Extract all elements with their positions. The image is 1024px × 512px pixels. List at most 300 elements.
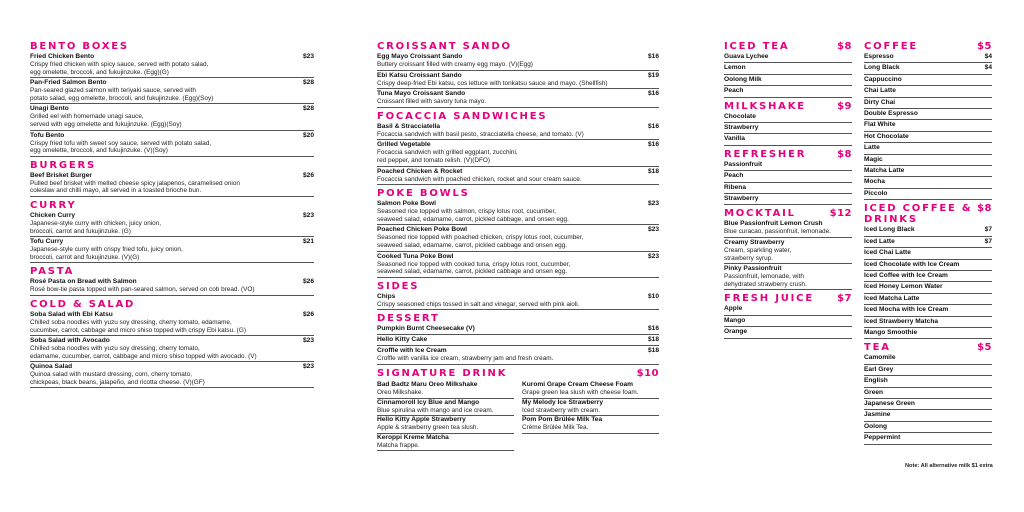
menu-item	[864, 353, 992, 364]
menu-item-name: Chocolate	[724, 112, 756, 120]
menu-item-row	[30, 79, 314, 87]
menu-item-price: $23	[647, 200, 659, 208]
menu-item	[864, 433, 992, 444]
menu-item-price: $19	[647, 71, 659, 79]
menu-item-description: Crème Brûlée Milk Tea.	[522, 424, 589, 432]
menu-item-name: Pumpkin Burnt Cheesecake (V)	[377, 325, 475, 333]
menu-item-price: $16	[647, 53, 659, 60]
section-header-mocktail	[724, 208, 852, 219]
menu-item-price: $26	[302, 171, 314, 179]
menu-item	[724, 327, 852, 338]
menu-item-name: Iced Mocha with Ice Cream	[864, 306, 949, 314]
section-title-dessert: DESSERT	[377, 313, 440, 325]
menu-item	[864, 155, 992, 166]
alt-milk-note: Note: All alternative milk $1 extra	[905, 463, 993, 469]
menu-item-description: edamame, cucumber, carrot, cabbage and micro shiso topped with avocado. (V)	[30, 352, 257, 360]
menu-item-description: Chilled soba noodles with yuzu soy dressing, cherry tomato,	[30, 345, 200, 353]
section-title-pasta: PASTA	[30, 266, 75, 278]
menu-item-row	[30, 53, 314, 61]
menu-item-description: Oreo Milkshake.	[377, 388, 424, 396]
menu-item-name: Ribena	[724, 183, 746, 191]
section-title-coffee: COFFEE	[864, 41, 918, 52]
menu-item	[724, 304, 852, 315]
menu-item-row	[377, 90, 659, 98]
signature-drink-item	[522, 399, 659, 417]
menu-item-name: Double Espresso	[864, 110, 918, 118]
menu-item-description: Seasoned rice topped with cooked tuna, crispy lotus root, cucumber,	[377, 260, 571, 268]
menu-item-name: Piccolo	[864, 189, 888, 197]
section-title-croissant-sando: CROISSANT SANDO	[377, 41, 512, 52]
menu-item-name: Matcha Latte	[864, 167, 905, 175]
menu-item	[864, 260, 992, 271]
menu-item-description: seaweed salad, edamame, carrot, pickled cabbage and onsen egg.	[377, 268, 568, 276]
menu-item-description: Crispy fried tofu with sweet soy sauce, served with potato salad,	[30, 139, 212, 147]
menu-item	[864, 388, 992, 399]
section-title-bento-boxes: BENTO BOXES	[30, 41, 129, 52]
menu-item-description: Rosé bow-tie pasta topped with pan-seared salmon, served on cob bread. (VO)	[30, 286, 255, 294]
menu-item	[724, 134, 852, 145]
menu-item-name: Mango	[724, 316, 746, 324]
menu-item	[864, 225, 992, 236]
menu-item-name: Earl Grey	[864, 365, 894, 373]
menu-item-description: Focaccia sandwich with basil pesto, stracciatella cheese, and tomato. (V)	[377, 130, 584, 138]
menu-item-name: Apple	[724, 305, 743, 313]
menu-item	[377, 225, 659, 251]
menu-item-name: Tuna Mayo Croissant Sando	[377, 90, 466, 98]
section-title-cold-salad: COLD & SALAD	[30, 298, 136, 310]
menu-item-name: Vanilla	[724, 135, 745, 143]
menu-item	[864, 376, 992, 387]
menu-item-name: English	[864, 377, 888, 385]
menu-item-price: $16	[647, 90, 659, 98]
menu-item	[377, 71, 659, 90]
menu-item-name: Oolong Milk	[724, 75, 762, 83]
menu-item-description: Japanese-style curry with chicken, juicy onion,	[30, 219, 162, 227]
section-title-milkshake: MILKSHAKE	[724, 100, 806, 112]
menu-item-name: Blue Passionfruit Lemon Crush	[724, 220, 823, 228]
menu-item	[724, 75, 852, 86]
menu-item-row	[30, 132, 314, 140]
menu-item	[864, 282, 992, 293]
menu-item-description: Chilled soba noodles with yuzu soy dressing, cherry tomato, edamame,	[30, 318, 232, 326]
menu-item-name: Iced Strawberry Matcha	[864, 317, 939, 325]
menu-item	[377, 346, 659, 365]
menu-item-row	[377, 123, 659, 131]
section-price: $8	[977, 203, 992, 215]
menu-item-name: Croffle with Ice Cream	[377, 347, 447, 355]
menu-item-description: Croissant filled with savory tuna mayo.	[377, 98, 487, 106]
menu-item	[30, 104, 314, 130]
menu-item-price: $23	[302, 211, 314, 219]
menu-item-row	[30, 172, 314, 180]
menu-item-price: $21	[302, 238, 314, 246]
section-title-fresh-juice: FRESH JUICE	[724, 293, 814, 305]
section-header-tea	[864, 342, 992, 353]
menu-item	[864, 166, 992, 177]
menu-item-name: Lemon	[724, 64, 746, 72]
menu-item-name: Beef Brisket Burger	[30, 171, 92, 179]
menu-item	[864, 189, 992, 200]
menu-item	[377, 140, 659, 166]
menu-item-description: broccoli, carrot and fukujinzuke. (G)	[30, 227, 131, 235]
menu-item-price: $23	[302, 363, 314, 371]
section-header-refresher	[724, 149, 852, 160]
menu-item-row	[377, 293, 659, 301]
menu-item-name: Hot Chocolate	[864, 132, 909, 140]
menu-item-name: Japanese Green	[864, 399, 915, 407]
menu-item-description: seaweed salad, edamame, carrot, pickled cabbage, and onsen egg.	[377, 215, 569, 223]
menu-item-price: $23	[302, 337, 314, 345]
menu-item-description: Croffle with vanilla ice cream, strawberry jam and fresh cream.	[377, 355, 554, 363]
menu-item	[864, 109, 992, 120]
section-header-coffee	[864, 41, 992, 52]
menu-item	[724, 160, 852, 171]
menu-item	[30, 310, 314, 336]
menu-item	[864, 86, 992, 97]
menu-item-price: $20	[302, 131, 314, 139]
signature-drink-item	[377, 434, 514, 452]
menu-item	[724, 86, 852, 97]
menu-item	[864, 248, 992, 259]
menu-item	[864, 120, 992, 131]
menu-column-drinks-2	[864, 38, 992, 445]
menu-item-price: $23	[302, 53, 314, 60]
section-price: $10	[636, 367, 659, 379]
signature-drink-grid	[377, 381, 659, 451]
menu-item	[864, 422, 992, 433]
signature-drink-item	[522, 381, 659, 399]
section-price: $8	[837, 41, 852, 52]
menu-item-description: broccoli, carrot and fukujinzuke. (V)(G)	[30, 253, 140, 261]
menu-item-price: $4	[984, 64, 992, 72]
section-title-signature-drink: SIGNATURE DRINK	[377, 367, 508, 379]
menu-item-price: $26	[302, 278, 314, 286]
menu-item-name: Green	[864, 388, 884, 396]
section-title-curry: CURRY	[30, 199, 77, 211]
menu-item	[864, 132, 992, 143]
menu-item-name: Camomile	[864, 354, 896, 362]
menu-item-name: Ebi Katsu Croissant Sando	[377, 71, 462, 79]
menu-item-price: $23	[647, 226, 659, 234]
menu-item-name: Chai Latte	[864, 87, 896, 95]
menu-item-name: Passionfruit	[724, 160, 763, 168]
menu-item-name: Unagi Bento	[30, 105, 69, 113]
menu-item-name: Salmon Poke Bowl	[377, 200, 436, 208]
section-title-refresher: REFRESHER	[724, 148, 807, 160]
menu-item-name: Pom Pom Brûlée Milk Tea	[522, 416, 603, 424]
menu-column-food-1	[30, 38, 314, 388]
menu-item-name: Quinoa Salad	[30, 363, 73, 371]
menu-item-description: Seasoned rice topped with poached chicken, crispy lotus root, cucumber,	[377, 234, 584, 242]
menu-item	[30, 237, 314, 263]
menu-item-name: Pan-Fried Salmon Bento	[30, 79, 107, 87]
menu-item	[30, 131, 314, 157]
menu-item-name: Keroppi Kreme Matcha	[377, 433, 449, 441]
menu-item	[377, 89, 659, 108]
menu-item-name: Egg Mayo Croissant Sando	[377, 53, 463, 60]
menu-item	[724, 171, 852, 182]
menu-item	[864, 75, 992, 86]
menu-item-name: Tofu Curry	[30, 238, 64, 246]
menu-item-description: Blue spirulina with mango and ice cream.	[377, 406, 494, 414]
menu-item-name: Chicken Curry	[30, 211, 76, 219]
menu-item-description: Japanese-style curry with crispy fried tofu, juicy onion,	[30, 246, 183, 254]
menu-item-name: Strawberry	[724, 195, 759, 203]
menu-item	[30, 78, 314, 104]
menu-item-name: Cappuccino	[864, 75, 902, 83]
section-title-mocktail: MOCKTAIL	[724, 208, 796, 220]
menu-item-name: Iced Latte	[864, 237, 895, 245]
section-title-iced-coffee-drinks: ICED COFFEE & DRINKS	[864, 203, 973, 226]
signature-drink-item	[522, 416, 659, 434]
menu-item-description: Buttery croissant filled with creamy egg mayo. (V)(Egg)	[377, 61, 533, 68]
menu-item-name: Pinky Passionfruit	[724, 265, 782, 273]
menu-item	[30, 277, 314, 296]
menu-column-drinks-1	[724, 38, 852, 339]
menu-item	[377, 324, 659, 335]
section-header-fresh-juice	[724, 293, 852, 304]
menu-item-description: Iced strawberry with cream.	[522, 406, 601, 414]
menu-item	[377, 252, 659, 278]
menu-item-name: Chips	[377, 292, 396, 300]
menu-item	[377, 52, 659, 71]
menu-item-row	[377, 53, 659, 61]
menu-item	[724, 316, 852, 327]
menu-item-price: $7	[984, 226, 992, 234]
menu-item-row	[377, 200, 659, 208]
menu-item-name: Magic	[864, 155, 883, 163]
menu-item-row	[30, 278, 314, 286]
menu-item-description: Passionfruit, lemonade, with	[724, 273, 804, 281]
menu-item-price: $16	[647, 141, 659, 149]
menu-item	[724, 52, 852, 63]
menu-item	[724, 183, 852, 194]
menu-item-description: Apple & strawberry green tea slush.	[377, 424, 479, 432]
menu-item	[377, 167, 659, 186]
menu-item-name: Soba Salad with Ebi Katsu	[30, 310, 113, 318]
menu-item-description: Focaccia sandwich with poached chicken, rocket and sour cream sauce.	[377, 175, 582, 183]
menu-item-row	[30, 337, 314, 345]
menu-item-name: Jasmine	[864, 411, 891, 419]
menu-item	[864, 52, 992, 63]
menu-column-food-2	[377, 38, 659, 451]
menu-item-description: Crispy deep-fried Ebi katsu, cos lettuce with tonkatsu sauce and mayo. (Shellfish)	[377, 79, 608, 87]
menu-item	[864, 177, 992, 188]
menu-item-description: red pepper, and tomato relish. (V)(DFO)	[377, 156, 490, 164]
menu-item-name: Bad Badtz Maru Oreo Milkshake	[377, 380, 478, 388]
section-header-iced-coffee-drinks	[864, 203, 992, 225]
section-title-focaccia-sandwiches: FOCACCIA SANDWICHES	[377, 110, 548, 122]
section-title-poke-bowls: POKE BOWLS	[377, 188, 470, 200]
signature-drink-item	[377, 381, 514, 399]
menu-item-price: $18	[647, 167, 659, 175]
menu-item-name: Kuromi Grape Cream Cheese Foam	[522, 380, 634, 388]
menu-item-description: Crispy fried chicken with spicy sauce, served with potato salad,	[30, 61, 209, 68]
menu-item-description: seaweed salad, edamame, carrot, pickled cabbage and onsen egg.	[377, 241, 568, 249]
menu-item-price: $18	[647, 347, 659, 355]
menu-item-name: Dirty Chai	[864, 98, 896, 106]
menu-item	[864, 305, 992, 316]
menu-item-description: coleslaw and chilli mayo, all served in a toasted brioche bun.	[30, 187, 202, 195]
menu-item-description: egg omelette, broccoli, and fukujinzuke. (Egg)(G)	[30, 68, 169, 76]
menu-item-name: Poached Chicken Poke Bowl	[377, 226, 468, 234]
menu-item-name: Iced Chocolate with Ice Cream	[864, 260, 960, 268]
section-price: $7	[837, 293, 852, 305]
menu-item-row	[377, 325, 659, 333]
menu-item-description: cucumber, carrot, cabbage and micro shiso topped with crispy Ebi katsu. (G)	[30, 326, 246, 334]
menu-item-description: Seasoned rice topped with salmon, crispy lotus root, cucumber,	[377, 208, 557, 216]
menu-item-description: dehydrated strawberry crush.	[724, 280, 807, 288]
section-price: $12	[829, 208, 852, 220]
menu-item-description: strawberry syrup.	[724, 254, 774, 262]
menu-item-name: Soba Salad with Avocado	[30, 337, 110, 345]
menu-item-description: Grilled eel with homemade unagi sauce,	[30, 113, 144, 121]
menu-item-name: Hello Kitty Apple Strawberry	[377, 416, 466, 424]
section-price: $8	[837, 148, 852, 160]
menu-item	[377, 199, 659, 225]
menu-item-price: $16	[647, 122, 659, 130]
menu-item	[724, 264, 852, 290]
menu-item-name: Poached Chicken & Rocket	[377, 167, 463, 175]
menu-item	[30, 211, 314, 237]
section-header-milkshake	[724, 101, 852, 112]
menu-item	[30, 171, 314, 197]
menu-item	[724, 123, 852, 134]
section-price: $9	[837, 100, 852, 112]
menu-item-name: Espresso	[864, 53, 894, 60]
menu-item-row	[30, 238, 314, 246]
menu-item-name: Rosé Pasta on Bread with Salmon	[30, 278, 137, 286]
menu-item	[864, 143, 992, 154]
menu-item	[724, 63, 852, 74]
menu-item-description: Blue curacao, passionfruit, lemonade.	[724, 228, 831, 236]
signature-drink-item	[377, 399, 514, 417]
menu-item-row	[377, 168, 659, 176]
menu-item	[864, 98, 992, 109]
section-title-tea: TEA	[864, 342, 891, 354]
section-header-iced-tea	[724, 41, 852, 52]
menu-item-price: $4	[984, 53, 992, 60]
menu-item-description: Pulled beef brisket with melted cheese spicy jalapenos, caramelised onion	[30, 179, 240, 187]
menu-item-name: Iced Coffee with Ice Cream	[864, 271, 948, 279]
menu-item-name: Long Black	[864, 64, 900, 72]
menu-item-name: Strawberry	[724, 124, 759, 132]
menu-item-description: potato salad, egg omelette, broccoli, and fukujinzuke. (Egg)(Soy)	[30, 94, 214, 102]
menu-item	[864, 328, 992, 339]
menu-item-name: Grilled Vegetable	[377, 141, 431, 149]
menu-item-name: Iced Matcha Latte	[864, 294, 920, 302]
menu-item-row	[377, 226, 659, 234]
menu-item-description: Quinoa salad with mustard dressing, corn, cherry tomato,	[30, 371, 192, 379]
signature-drink-list-right	[522, 381, 659, 451]
menu-item-row	[30, 363, 314, 371]
menu-item-description: egg omelette, broccoli, and fukujinzuke. (V)(Soy)	[30, 147, 168, 155]
section-title-iced-tea: ICED TEA	[724, 41, 790, 52]
menu-item-description: Crispy seasoned chips tossed in salt and vinegar, served with pink aioli.	[377, 300, 580, 308]
menu-item-price: $10	[647, 292, 659, 300]
menu-item-name: Mango Smoothie	[864, 328, 918, 336]
menu-item-name: Peppermint	[864, 434, 901, 442]
menu-item	[864, 271, 992, 282]
menu-item-name: Guava Lychee	[724, 53, 769, 60]
menu-item-price: $16	[647, 325, 659, 333]
menu-item-name: Flat White	[864, 121, 896, 129]
menu-item	[724, 219, 852, 238]
menu-item-row	[30, 212, 314, 220]
menu-item-row	[377, 336, 659, 344]
menu-item	[864, 63, 992, 74]
menu-item	[377, 292, 659, 311]
menu-item-price: $23	[647, 252, 659, 260]
menu-item-description: Matcha frappe.	[377, 441, 420, 449]
menu-item-row	[377, 141, 659, 149]
menu-item-name: Hello Kitty Cake	[377, 336, 428, 344]
menu-item-name: Mocha	[864, 178, 885, 186]
menu-item	[30, 362, 314, 388]
menu-item-row	[30, 105, 314, 113]
menu-item-price: $28	[302, 105, 314, 113]
menu-item	[864, 237, 992, 248]
menu-item	[30, 336, 314, 362]
signature-drink-item	[377, 416, 514, 434]
menu-item	[377, 335, 659, 346]
menu-item-description: chickpeas, black beans, jalapeño, and ricotta cheese. (V)(GF)	[30, 378, 205, 386]
menu-item-description: served with egg omelette and fukujinzuke. (Egg)(Soy)	[30, 120, 182, 128]
menu-item	[724, 194, 852, 205]
menu-item	[864, 317, 992, 328]
signature-drink-list-left	[377, 381, 514, 451]
menu-item-name: Creamy Strawberry	[724, 239, 785, 247]
menu-item	[30, 52, 314, 78]
menu-item-name: Orange	[724, 328, 748, 336]
menu-item-description: Cream, sparkling water,	[724, 247, 792, 255]
menu-item	[864, 410, 992, 421]
menu-item-name: Peach	[724, 172, 744, 180]
menu-item-name: Iced Chai Latte	[864, 249, 911, 257]
menu-item-row	[30, 311, 314, 319]
menu-item-name: Iced Long Black	[864, 226, 915, 234]
menu-item	[377, 122, 659, 141]
section-title-sides: SIDES	[377, 280, 420, 292]
menu-item-name: Peach	[724, 87, 744, 95]
menu-item-price: $7	[984, 237, 992, 245]
menu-item-row	[377, 347, 659, 355]
menu-item-name: Fried Chicken Bento	[30, 53, 95, 60]
section-price: $5	[977, 41, 992, 52]
menu-item-name: Iced Honey Lemon Water	[864, 283, 943, 291]
menu-item	[864, 365, 992, 376]
menu-item	[864, 399, 992, 410]
section-price: $5	[977, 342, 992, 354]
menu-item-price: $18	[647, 336, 659, 344]
menu-item-price: $28	[302, 79, 314, 87]
menu-item	[864, 294, 992, 305]
section-header-signature-drink	[377, 368, 659, 379]
menu-item-row	[377, 72, 659, 80]
menu-item-name: Latte	[864, 144, 880, 152]
menu-item-name: Cinnamoroll Icy Blue and Mango	[377, 398, 480, 406]
menu-item-price: $26	[302, 310, 314, 318]
menu-item-description: Pan-seared glazed salmon with teriyaki sauce, served with	[30, 87, 196, 95]
menu-item-description: Grape green tea slush with cheese foam.	[522, 388, 639, 396]
menu-item	[724, 112, 852, 123]
menu-item-name: Basil & Stracciatella	[377, 122, 441, 130]
menu-item-name: My Melody Ice Strawberry	[522, 398, 603, 406]
menu-item-name: Oolong	[864, 422, 888, 430]
menu-item-name: Cooked Tuna Poke Bowl	[377, 252, 454, 260]
menu-item-description: Focaccia sandwich with grilled eggplant, zucchini,	[377, 149, 518, 157]
menu-item	[724, 238, 852, 264]
